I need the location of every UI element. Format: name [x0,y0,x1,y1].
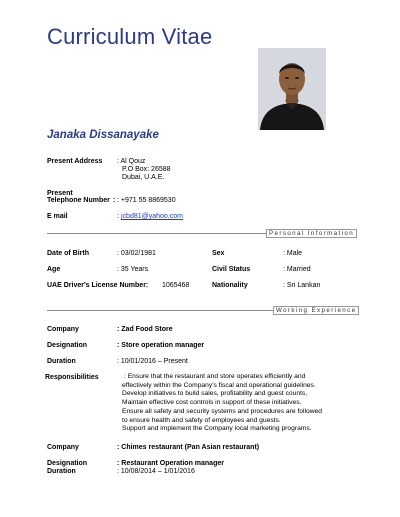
address-line-3: Dubai, U.A.E. [122,174,165,181]
responsibility-line: : Ensure that the restaurant and store operates efficiently and [124,373,306,380]
responsibility-line: Ensure all safety and security systems and procedures are followed [122,407,322,415]
personal-info-heading: Personal Information [266,229,357,238]
portrait-image [258,48,326,130]
dob-label: Date of Birth [47,250,89,257]
license-value: 1065468 [162,282,190,289]
sex-value: : Male [283,250,303,257]
email-label: E mail [47,213,68,220]
email-colon: : [117,213,119,220]
job2-company-label: Company [47,444,79,451]
civil-status-value: : Married [283,266,311,273]
job2-company-value: : Chimes restaurant (Pan Asian restaurant) [117,444,260,451]
job1-designation-label: Designation [47,342,88,349]
address-line-2: P.O Box: 26588 [122,166,171,173]
job1-responsibilities-text [122,373,322,434]
phone-value: : +971 55 8869530 [117,197,176,204]
page-title: Curriculum Vitae [47,24,213,49]
nationality-label: Nationality [212,282,248,289]
responsibility-line: Develop initiatives to build sales, profitability and guest counts, [122,390,308,398]
phone-label-line-1: Present [47,190,73,197]
responsibility-line: Support and implement the Company local marketing programs. [122,425,312,433]
age-label: Age [47,266,61,273]
work-experience-heading: Working Experience [273,306,359,315]
dob-value: : 03/02/1981 [117,250,156,257]
job2-duration-value: : 10/08/2014 – 1/01/2016 [117,468,195,475]
nationality-value: : Sri Lankan [283,282,321,289]
phone-label-line-2: Telephone Number [47,197,110,204]
phone-label-colon: : [113,197,116,204]
job1-responsibilities-label: Responsibilities [45,374,99,381]
job2-designation-label: Designation [47,460,88,467]
civil-status-label: Civil Status [212,266,251,273]
job2-duration-label: Duration [47,468,76,475]
age-value: : 35 Years [117,266,149,273]
candidate-name: Janaka Dissanayake [47,129,159,141]
job1-designation-value: : Store operation manager [117,342,205,349]
profile-photo [258,48,326,130]
responsibility-line: Maintain effective cost controls in support of these initiatives. [122,399,302,407]
job1-duration-value: : 10/01/2016 – Present [117,358,188,365]
email-link[interactable]: jcbd81@yahoo.com [121,213,183,220]
address-label: Present Address [47,158,103,165]
sex-label: Sex [212,250,225,257]
job1-company-value: : Zad Food Store [117,326,173,333]
address-line-1: : Al Qouz [117,158,146,165]
job2-designation-value: : Restaurant Operation manager [117,460,224,467]
license-label: UAE Driver's License Number: [47,282,149,289]
responsibility-line: effectively within the Company's fiscal and operational guidelines. [122,381,316,389]
responsibility-line: to ensure health and safety of employees and guests. [122,416,281,424]
job1-duration-label: Duration [47,358,76,365]
job1-company-label: Company [47,326,79,333]
